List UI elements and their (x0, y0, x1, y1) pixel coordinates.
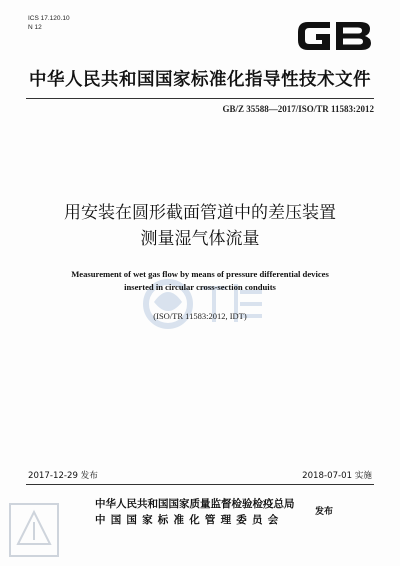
chinese-title-line-2: 测量湿气体流量 (140, 229, 260, 249)
adoption-note: (ISO/TR 11583:2012, IDT) (153, 311, 247, 321)
publish-label: 发布 (315, 507, 334, 517)
document-type-title: 中华人民共和国国家标准化指导性技术文件 (29, 70, 371, 90)
implementation-date: 2018-07-01 实施 (302, 471, 372, 481)
chinese-title (0, 200, 400, 252)
gb-logo-icon (294, 14, 374, 58)
issue-date: 2017-12-29 发布 (28, 471, 98, 481)
chinese-title-line-1: 用安装在圆形截面管道中的差压装置 (64, 203, 336, 223)
english-title-line-1: Measurement of wet gas flow by means of pressure differential devices (71, 269, 329, 279)
header-divider (26, 98, 374, 99)
issuing-bodies (95, 496, 305, 528)
issuer-sac: 中国国家标准化管理委员会 (95, 514, 284, 526)
ics-code: ICS 17.120.10 (28, 15, 70, 22)
english-title-line-2: inserted in circular cross-section conduits (124, 282, 276, 292)
seal-stamp-icon (4, 498, 64, 562)
english-title (0, 268, 400, 294)
issuer-aqsiq: 中华人民共和国国家质量监督检验检疫总局 (95, 498, 295, 510)
footer-divider (26, 484, 374, 485)
classification-codes (28, 14, 70, 32)
ccs-code: N 12 (28, 24, 42, 31)
standard-number: GB/Z 35588—2017/ISO/TR 11583:2012 (222, 104, 374, 114)
